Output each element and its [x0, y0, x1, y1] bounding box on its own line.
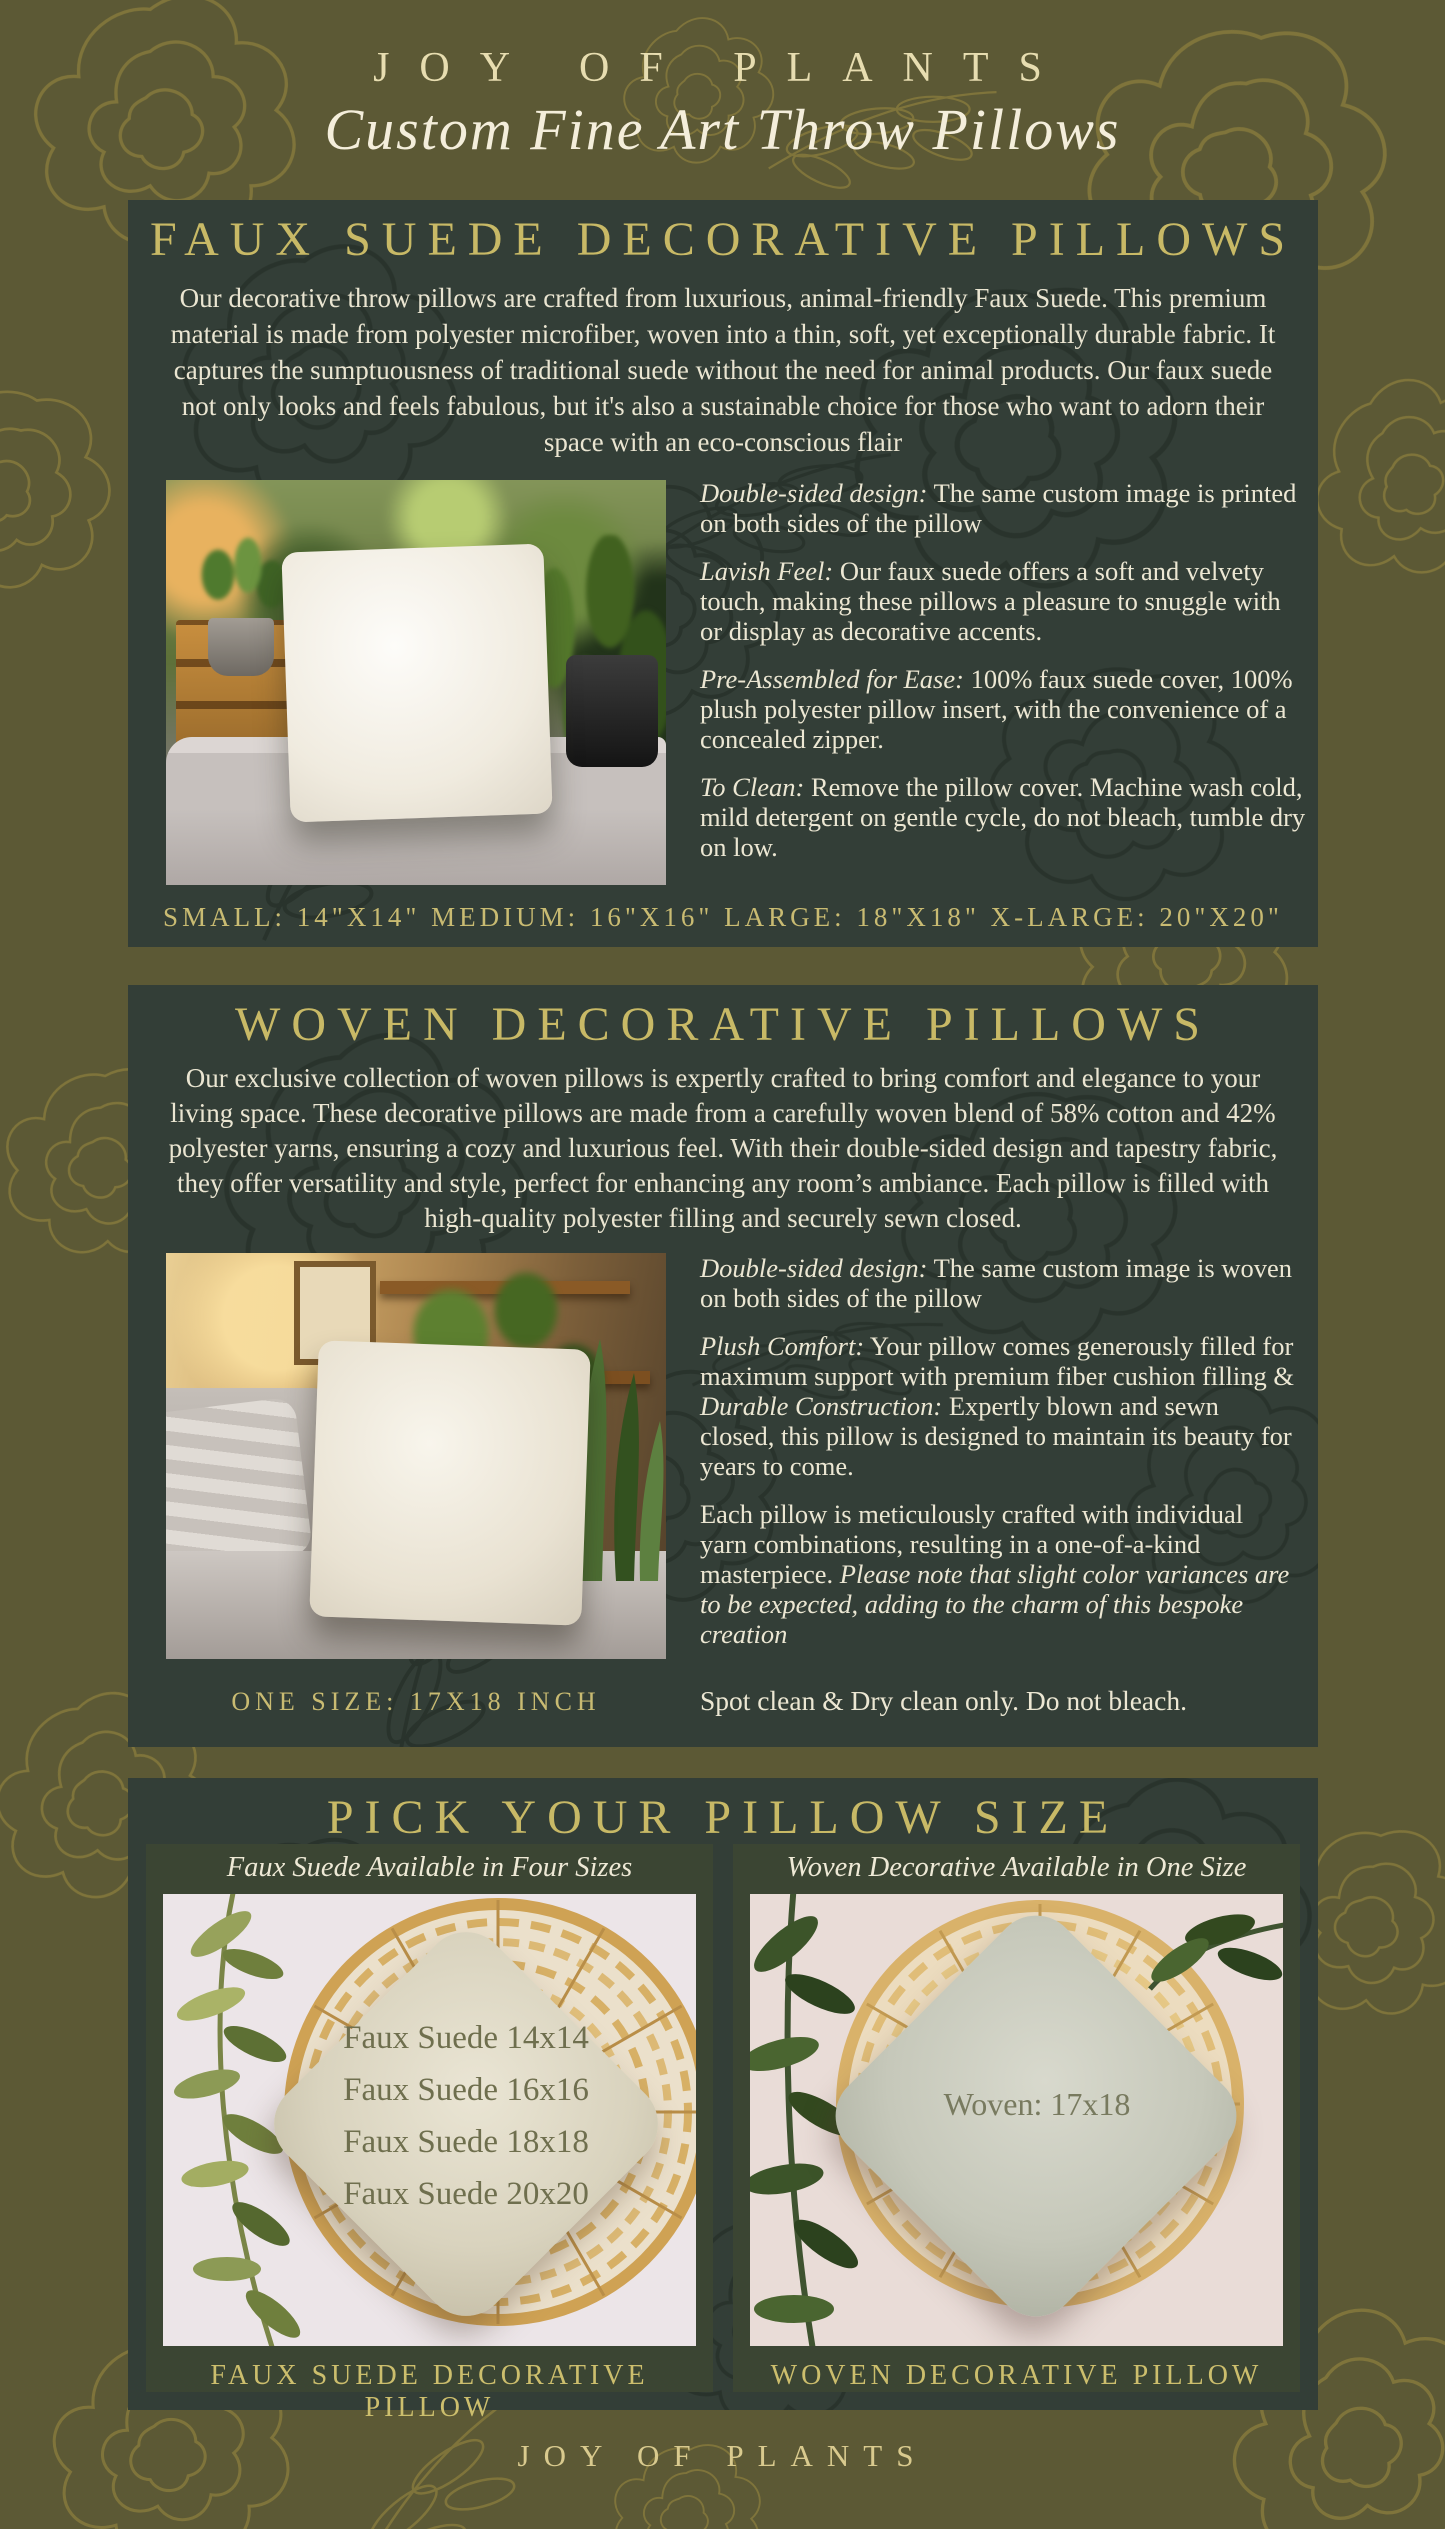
woven-size-line: ONE SIZE: 17X18 INCH — [231, 1687, 601, 1716]
woven-section — [128, 985, 1318, 1747]
woven-size-text: Woven: 17x18 — [943, 2086, 1131, 2122]
woven-size-column — [733, 1844, 1300, 2392]
woven-intro: Our exclusive collection of woven pillows is expertly crafted to bring comfort and elegance to your living space. These decorative pillows are made from a carefully woven blend of 58% cotton and 42% polyester yarns, ensuring a cozy and luxurious feel. With their double-sided design and tapestry fabric, they offer versatility and style, perfect for enhancing any room’s ambiance. Each pillow is filled with high-quality polyester filling and securely sewn closed. — [168, 1063, 1278, 1233]
faux-suede-title: FAUX SUEDE DECORATIVE PILLOWS — [149, 213, 1297, 266]
faux-suede-size-list: Faux Suede 14x14 Faux Suede 16x16 Faux Suede 18x18 Faux Suede 20x20 — [343, 2020, 589, 2212]
feature-plush-comfort: Plush Comfort: Your pillow comes generously filled for maximum support with premium fiber cushion filling & Durable Construction: Expertly blown and sewn closed, this pillow is designed to maintain its beauty for years to come. — [700, 1331, 1294, 1481]
pick-size-title: PICK YOUR PILLOW SIZE — [326, 1791, 1120, 1844]
woven-title: WOVEN DECORATIVE PILLOWS — [235, 998, 1211, 1051]
woven-size-photo — [750, 1894, 1283, 2346]
faux-suede-lifestyle-photo — [166, 480, 666, 885]
faux-suede-features — [700, 478, 1306, 862]
faux-suede-column-label: FAUX SUEDE DECORATIVE PILLOW — [210, 2360, 649, 2423]
woven-lifestyle-photo — [166, 1253, 666, 1659]
white-woven-pillow — [309, 1340, 590, 1625]
woven-care-line: Spot clean & Dry clean only. Do not bleach. — [700, 1685, 1187, 1716]
feature-pre-assembled: Pre-Assembled for Ease: 100% faux suede cover, 100% plush polyester pillow insert, with the convenience of a concealed zipper. — [700, 664, 1293, 754]
feature-double-sided: Double-sided design: The same custom image is printed on both sides of the pillow — [700, 478, 1297, 538]
throw-blanket — [166, 1396, 313, 1571]
feature-to-clean: To Clean: Remove the pillow cover. Machine wash cold, mild detergent on gentle cycle, do not bleach, tumble dry on low. — [700, 772, 1306, 862]
woven-column-header: Woven Decorative Available in One Size — [786, 1852, 1247, 1883]
footer-brand: JOY OF PLANTS — [517, 2438, 928, 2473]
faux-suede-sizes-line: SMALL: 14"X14" MEDIUM: 16"X16" LARGE: 18"X18" X-LARGE: 20"X20" — [163, 902, 1283, 932]
plant-pot — [208, 618, 274, 676]
faux-suede-sizes-photo — [163, 1894, 696, 2346]
faux-suede-intro: Our decorative throw pillows are crafted from luxurious, animal-friendly Faux Suede. This premium material is made from polyester microfiber, woven into a thin, soft, yet exceptionally durable fabric. It captures the sumptuousness of traditional suede without the need for animal products. Our faux suede not only looks and feels fabulous, but it's also a sustainable choice for those who want to adorn their space with an eco-conscious flair — [170, 283, 1276, 457]
feature-craftsmanship: Each pillow is meticulously crafted with individual yarn combinations, resulting in a one-of-a-kind masterpiece. Please note that slight color variances are to be expected, adding to the charm of this bespoke creation — [700, 1499, 1290, 1649]
pick-size-section — [128, 1778, 1318, 2423]
woven-features — [700, 1253, 1296, 1649]
white-faux-suede-pillow — [281, 544, 552, 823]
black-planter — [566, 655, 658, 767]
feature-lavish-feel: Lavish Feel: Our faux suede offers a soft and velvety touch, making these pillows a pleasure to snuggle with or display as decorative accents. — [700, 556, 1281, 646]
woven-column-label: WOVEN DECORATIVE PILLOW — [770, 2360, 1263, 2391]
feature-double-sided: Double-sided design: The same custom image is woven on both sides of the pillow — [700, 1253, 1292, 1313]
brand-tagline: Custom Fine Art Throw Pillows — [324, 97, 1121, 162]
faux-suede-size-column — [146, 1844, 713, 2423]
faux-suede-column-header: Faux Suede Available in Four Sizes — [226, 1852, 633, 1883]
brand-name: JOY OF PLANTS — [373, 45, 1072, 91]
faux-suede-section — [128, 200, 1318, 947]
